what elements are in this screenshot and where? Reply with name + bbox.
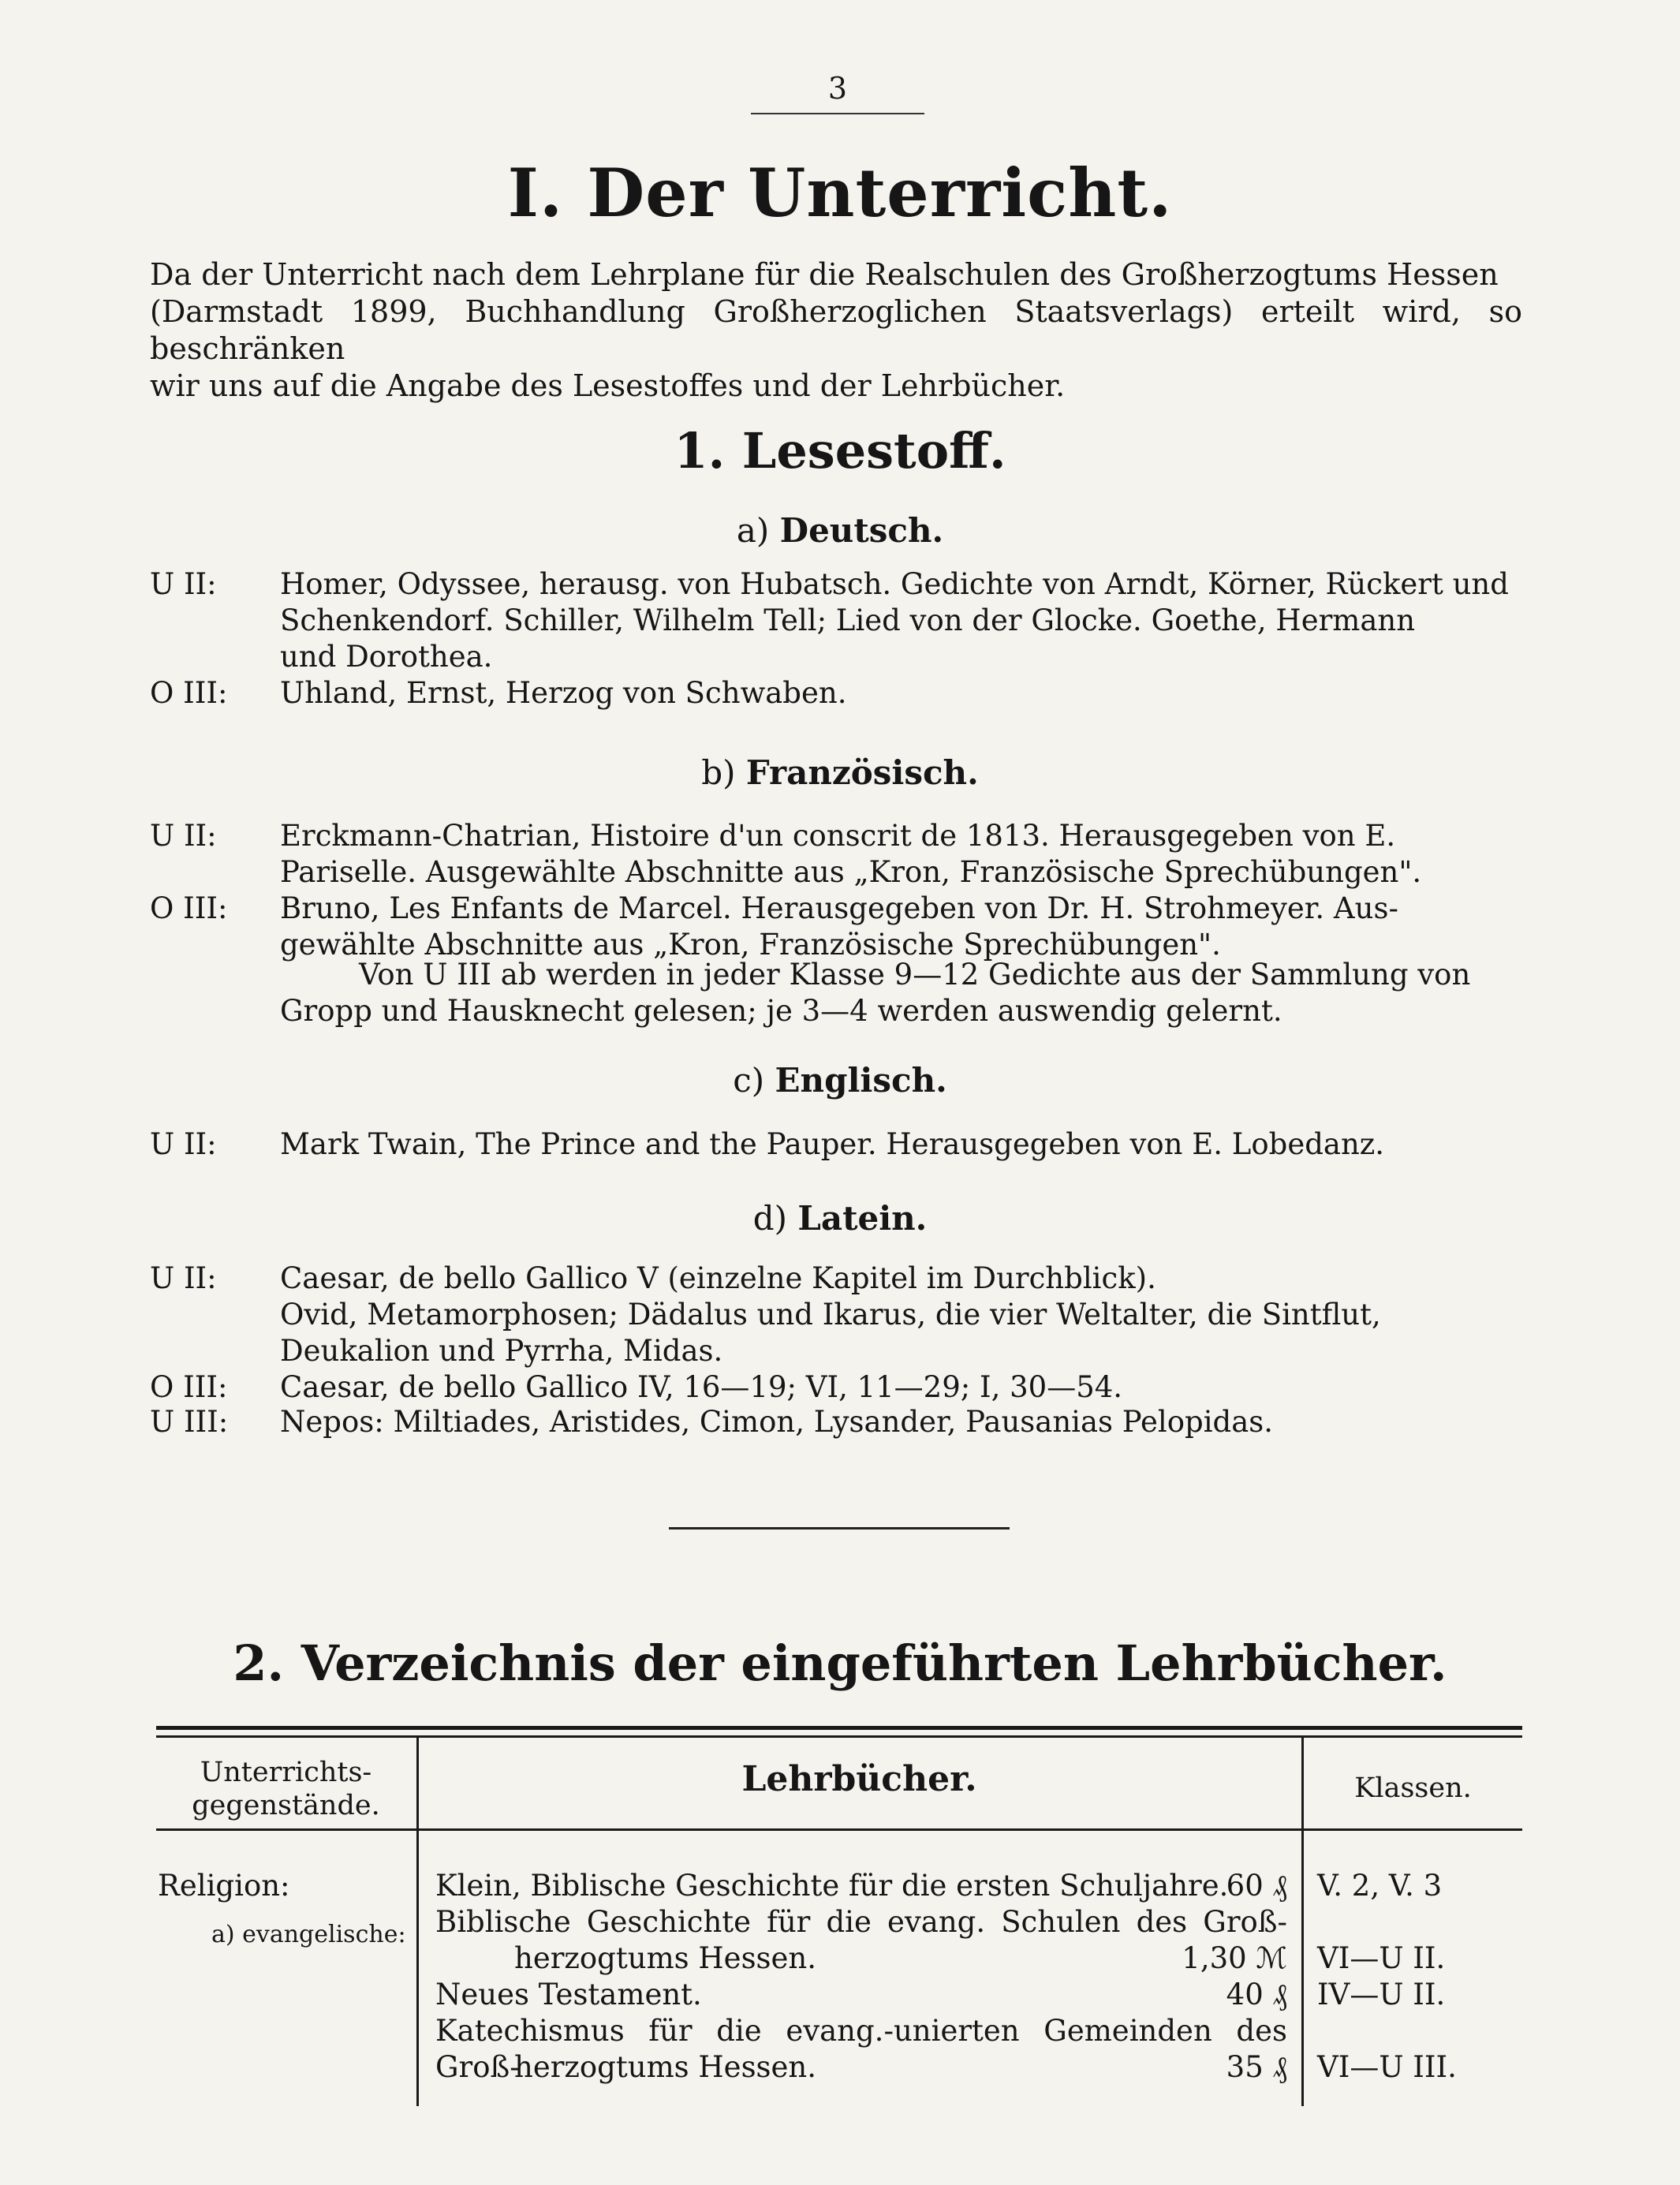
- subsection-letter: c): [733, 1061, 765, 1100]
- note-line: Von U III ab werden in jeder Klasse 9—12 Gedichte aus der Sammlung von: [359, 958, 1471, 992]
- reading-text: [280, 566, 1522, 675]
- subsection-englisch: [0, 1061, 1680, 1100]
- class-label: U III:: [150, 1405, 229, 1439]
- subsection-title: Französisch.: [745, 753, 979, 792]
- text-line: gewählte Abschnitte aus „Kron, Französische Sprechübungen".: [280, 928, 1221, 962]
- subsection-title: Englisch.: [775, 1061, 947, 1100]
- text-line: Erckmann-Chatrian, Histoire d'un conscrit de 1813. Herausgegeben von E.: [280, 819, 1396, 853]
- class-label: U II:: [150, 567, 217, 601]
- header-line: Unterrichts-: [200, 1757, 372, 1788]
- text-line: Bruno, Les Enfants de Marcel. Herausgegeben von Dr. H. Strohmeyer. Aus-: [280, 891, 1398, 925]
- text-line: Nepos: Miltiades, Aristides, Cimon, Lysander, Pausanias Pelopidas.: [280, 1405, 1274, 1439]
- book-title: Katechismus für die evang.-unierten Gemeinden des Groß-: [435, 2014, 1287, 2084]
- book-price: 1,30 ℳ: [1182, 1941, 1287, 1975]
- header-line: gegenstände.: [192, 1790, 380, 1821]
- reading-text: [280, 1126, 1522, 1163]
- class-label: U II:: [150, 819, 217, 853]
- book-classes: VI—U III.: [1317, 2050, 1457, 2084]
- reading-entry: [150, 1369, 1522, 1406]
- reading-note: [280, 957, 1522, 1029]
- text-line: und Dorothea.: [280, 640, 493, 674]
- text-line: Mark Twain, The Prince and the Pauper. Herausgegeben von E. Lobedanz.: [280, 1127, 1385, 1161]
- class-label: O III:: [150, 1370, 228, 1404]
- note-line: Gropp und Hausknecht gelesen; je 3—4 werden auswendig gelernt.: [280, 994, 1282, 1028]
- header-classes: Klassen.: [1354, 1772, 1472, 1804]
- chapter-heading: I. Der Unterricht.: [507, 154, 1173, 232]
- subsection-letter: b): [701, 753, 736, 792]
- subsection-letter: a): [736, 511, 770, 550]
- book-price: 60 ₰: [1226, 1869, 1287, 1903]
- book-price: 40 ₰: [1226, 1978, 1287, 2011]
- section-title-lehrbuecher: 2. Verzeichnis der eingeführten Lehrbücher.: [233, 1634, 1447, 1692]
- text-line: Homer, Odyssee, herausg. von Hubatsch. Gedichte von Arndt, Körner, Rückert und: [280, 567, 1509, 601]
- header-books: Lehrbücher.: [741, 1759, 977, 1799]
- subject-evangelisch: a) evangelische:: [211, 1921, 406, 1948]
- book-title: Klein, Biblische Geschichte für die ersten Schuljahre.: [435, 1869, 1229, 1903]
- section-title-lesestoff: 1. Lesestoff.: [674, 422, 1006, 480]
- reading-entry: [150, 891, 1522, 963]
- book-title: Neues Testament.: [435, 1978, 702, 2011]
- header-subjects: [158, 1756, 414, 1822]
- reading-text: [280, 1404, 1522, 1440]
- reading-text: [280, 1261, 1522, 1369]
- page-number: 3: [827, 71, 848, 106]
- section-divider: [669, 1527, 1010, 1530]
- table-header-rule: [156, 1828, 1522, 1831]
- reading-entry: [150, 818, 1522, 891]
- book-classes: VI—U II.: [1317, 1941, 1446, 1975]
- text-line: Uhland, Ernst, Herzog von Schwaben.: [280, 676, 847, 710]
- class-label: U II:: [150, 1261, 217, 1295]
- subsection-title: Latein.: [797, 1199, 928, 1238]
- reading-text: [280, 1369, 1522, 1406]
- intro-paragraph: [150, 256, 1522, 405]
- text-line: Pariselle. Ausgewählte Abschnitte aus „Kron, Französische Sprechübungen".: [280, 855, 1422, 889]
- reading-entry: [150, 1404, 1522, 1440]
- text-line: Ovid, Metamorphosen; Dädalus und Ikarus, die vier Weltalter, die Sintflut,: [280, 1298, 1381, 1332]
- subsection-letter: d): [752, 1199, 787, 1238]
- class-label: O III:: [150, 891, 228, 925]
- reading-text: [280, 675, 1522, 712]
- subsection-franzoesisch: [0, 753, 1680, 792]
- book-title: Biblische Geschichte für die evang. Schulen des Groß-: [435, 1905, 1287, 1939]
- intro-line: wir uns auf die Angabe des Lesestoffes und der Lehrbücher.: [150, 368, 1066, 403]
- reading-entry: [150, 1261, 1522, 1369]
- intro-line: Da der Unterricht nach dem Lehrplane für die Realschulen des Großherzogtums Hessen: [150, 257, 1499, 292]
- class-label: U II:: [150, 1127, 217, 1161]
- reading-entry: [150, 1126, 1522, 1163]
- reading-text: [280, 818, 1522, 891]
- intro-line: (Darmstadt 1899, Buchhandlung Großherzoglichen Staatsverlags) erteilt wird, so beschränken: [150, 294, 1522, 366]
- page-number-rule: [751, 113, 924, 114]
- book-title-cont: herzogtums Hessen.: [514, 1941, 817, 1975]
- text-line: Caesar, de bello Gallico V (einzelne Kapitel im Durchblick).: [280, 1261, 1156, 1295]
- text-line: Schenkendorf. Schiller, Wilhelm Tell; Lied von der Glocke. Goethe, Hermann: [280, 603, 1416, 637]
- text-line: Caesar, de bello Gallico IV, 16—19; VI, 11—29; I, 30—54.: [280, 1370, 1123, 1404]
- text-line: Deukalion und Pyrrha, Midas.: [280, 1334, 723, 1368]
- subject-religion: Religion:: [158, 1869, 290, 1903]
- subsection-latein: [0, 1199, 1680, 1238]
- book-price: 35 ₰: [1226, 2050, 1287, 2084]
- book-classes: V. 2, V. 3: [1317, 1869, 1443, 1903]
- reading-entry: [150, 566, 1522, 675]
- reading-text: [280, 891, 1522, 963]
- reading-entry: [150, 675, 1522, 712]
- book-classes: IV—U II.: [1317, 1978, 1446, 2011]
- table-top-rule-inner: [156, 1735, 1522, 1738]
- subsection-deutsch: [0, 511, 1680, 550]
- table-top-rule: [156, 1726, 1522, 1730]
- subsection-title: Deutsch.: [779, 511, 944, 550]
- book-title-cont: herzogtums Hessen.: [514, 2050, 817, 2084]
- class-label: O III:: [150, 676, 228, 710]
